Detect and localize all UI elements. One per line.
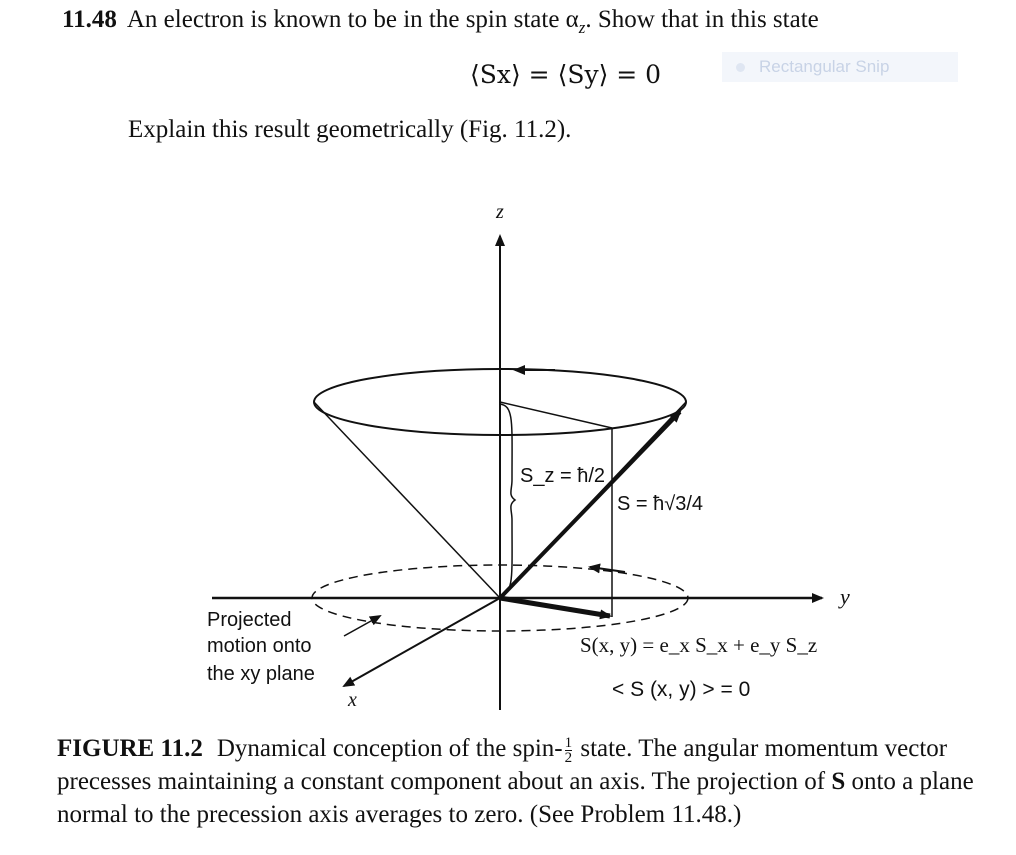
fraction-denominator: 2 [564, 749, 573, 766]
s-magnitude-label: S = ħ√3/4 [617, 493, 704, 515]
sz-brace [500, 404, 515, 595]
projected-label-line2: motion onto [207, 635, 312, 657]
caption-bold-s: S [831, 768, 846, 795]
expectation-equation: ⟨Sx⟩ = ⟨Sy⟩ = 0 [470, 60, 662, 89]
average-equation: < S (x, y) > = 0 [612, 678, 751, 701]
problem-text-end: . Show that in this state [585, 6, 819, 33]
projected-label-line1: Projected [207, 609, 292, 631]
projected-label-line3: the xy plane [207, 663, 315, 685]
x-axis-label: x [348, 689, 357, 711]
projected-pointer [344, 616, 380, 636]
problem-statement [62, 6, 819, 38]
half-fraction [565, 736, 573, 765]
z-axis-label: z [496, 201, 504, 223]
caption-label: FIGURE 11.2 [57, 735, 203, 762]
problem-subscript: z [578, 18, 586, 37]
rectangular-snip-overlay[interactable] [722, 52, 958, 82]
problem-text: An electron is known to be in the spin state α [126, 6, 579, 33]
sxy-equation: S(x, y) = e_x S_x + e_y S_z [580, 633, 818, 657]
snip-dot-icon [736, 63, 745, 72]
explain-text: Explain this result geometrically (Fig. 11.2). [128, 116, 572, 143]
caption-text-3: onto a plane normal to the precession axis averages to zero. (See Problem 11.48.) [57, 768, 974, 828]
snip-label: Rectangular Snip [759, 57, 890, 76]
fraction-numerator: 1 [564, 734, 573, 751]
x-axis [344, 598, 500, 686]
y-axis-label: y [840, 584, 850, 609]
caption-text-1: Dynamical conception of the spin- [216, 735, 563, 762]
problem-number: 11.48 [62, 6, 117, 33]
figure-11-2 [0, 190, 1016, 720]
projected-vector [500, 598, 610, 616]
sz-label: S_z = ħ/2 [520, 465, 606, 487]
figure-caption [57, 732, 1007, 831]
top-radius-line [500, 402, 612, 428]
caption-text-2: state. The angular momentum vector precesses maintaining a constant component about an axis. The projection of [57, 735, 948, 795]
